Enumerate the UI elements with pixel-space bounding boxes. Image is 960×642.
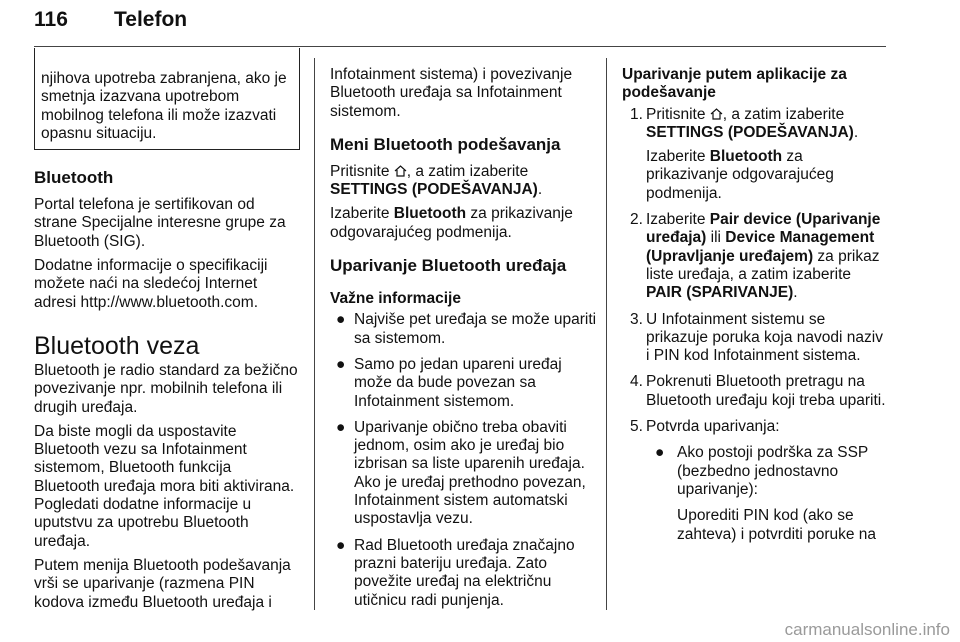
paragraph: Bluetooth je radio standard za bežično povezivanje npr. mobilnih telefona ili drugih uređaja.: [34, 361, 298, 416]
paragraph: Portal telefona je sertifikovan od strane Specijalne interesne grupe za Bluetooth (SIG).: [34, 196, 286, 250]
paragraph: Dodatne informacije o specifikaciji možete naći na sledećoj Internet adresi http://www.bluetooth.com.: [34, 257, 268, 311]
page-header: [34, 8, 187, 32]
heading-app-pairing: Uparivanje putem aplikacije za podešavanje: [622, 66, 847, 102]
page-title: Telefon: [114, 8, 188, 31]
heading-uparivanje: Uparivanje Bluetooth uređaja: [330, 256, 567, 276]
paragraph: Izaberite Bluetooth za prikazivanje odgovarajućeg podmenija.: [330, 205, 573, 241]
paragraph: Pritisnite , a zatim izaberite SETTINGS (PODEŠAVANJA).: [330, 162, 543, 199]
heading-bluetooth-veza: Bluetooth veza: [34, 331, 200, 360]
paragraph: Putem menija Bluetooth podešavanja vrši se uparivanje (razmena PIN kodova između Bluetooth uređaja i: [34, 556, 291, 611]
list-item: ● Uparivanje obično treba obaviti jednom, osim ako je uređaj bio izbrisan sa liste uparenih uređaja. Ako je uređaj prethodno povezan, Infotainment sistem automatski uspostavlja vezu.: [336, 418, 586, 528]
bullet-icon: ●: [336, 418, 346, 436]
heading-meni: Meni Bluetooth podešavanja: [330, 134, 561, 154]
home-icon: [710, 108, 723, 120]
list-item: ● Ako postoji podrška za SSP (bezbedno jednostavno uparivanje):: [655, 444, 868, 498]
list-item: ● Najviše pet uređaja se može upariti sa sistemom.: [336, 311, 597, 347]
step-5: 5. Potvrda uparivanja:: [630, 418, 780, 436]
column-divider: [314, 58, 315, 610]
step-2: 2. Izaberite Pair device (Uparivanje uređaja) ili Device Management (Upravljanje uređajem) za prikaz liste uređaja, a zatim izaberite PAIR (SPARIVANJE).: [630, 211, 881, 302]
heading-bluetooth: Bluetooth: [34, 168, 114, 188]
watermark: carmanualsonline.info: [784, 620, 950, 639]
list-item: ● Samo po jedan upareni uređaj može da bude povezan sa Infotainment sistemom.: [336, 355, 562, 410]
column-2: [330, 48, 598, 618]
bullet-icon: ●: [336, 311, 346, 329]
step-1: 1. Pritisnite , a zatim izaberite SETTINGS (PODEŠAVANJA). Izaberite Bluetooth za prikazivanje odgovarajućeg podmenija.: [630, 105, 859, 202]
bullet-icon: ●: [655, 444, 665, 462]
note-text: njihova upotreba zabranjena, ako je smetnja izazvana upotrebom mobilnog telefona ili može izazvati opasnu situaciju.: [41, 70, 287, 142]
page-number: 116: [34, 8, 68, 31]
column-3: [622, 48, 886, 544]
warning-note-box: [34, 48, 300, 150]
bullet-icon: ●: [336, 536, 346, 554]
column-divider: [606, 58, 607, 610]
step-3: 3. U Infotainment sistemu se prikazuje poruka koja navodi naziv i PIN kod Infotainment sistema.: [630, 310, 883, 365]
paragraph: Infotainment sistema) i povezivanje Bluetooth uređaja sa Infotainment sistemom.: [330, 66, 573, 120]
header-rule: [34, 46, 886, 47]
list-item: ● Rad Bluetooth uređaja značajno prazni bateriju uređaja. Zato povežite uređaj na električnu utičnicu radi punjenja.: [336, 536, 575, 609]
paragraph: Da biste mogli da uspostavite Bluetooth vezu sa Infotainment sistemom, Bluetooth funkcija Bluetooth uređaja mora biti aktivirana. Pogledati dodatne informacije u uputstvu za upotrebu Bluetooth uređaja.: [34, 422, 295, 550]
step-4: 4. Pokrenuti Bluetooth pretragu na Bluetooth uređaju koji treba upariti.: [630, 373, 886, 409]
paragraph: Uporediti PIN kod (ako se zahteva) i potvrditi poruke na: [677, 507, 877, 543]
column-1: [34, 48, 300, 618]
home-icon: [394, 165, 407, 177]
bullet-icon: ●: [336, 355, 346, 373]
subheading-vazne: Važne informacije: [330, 290, 461, 308]
